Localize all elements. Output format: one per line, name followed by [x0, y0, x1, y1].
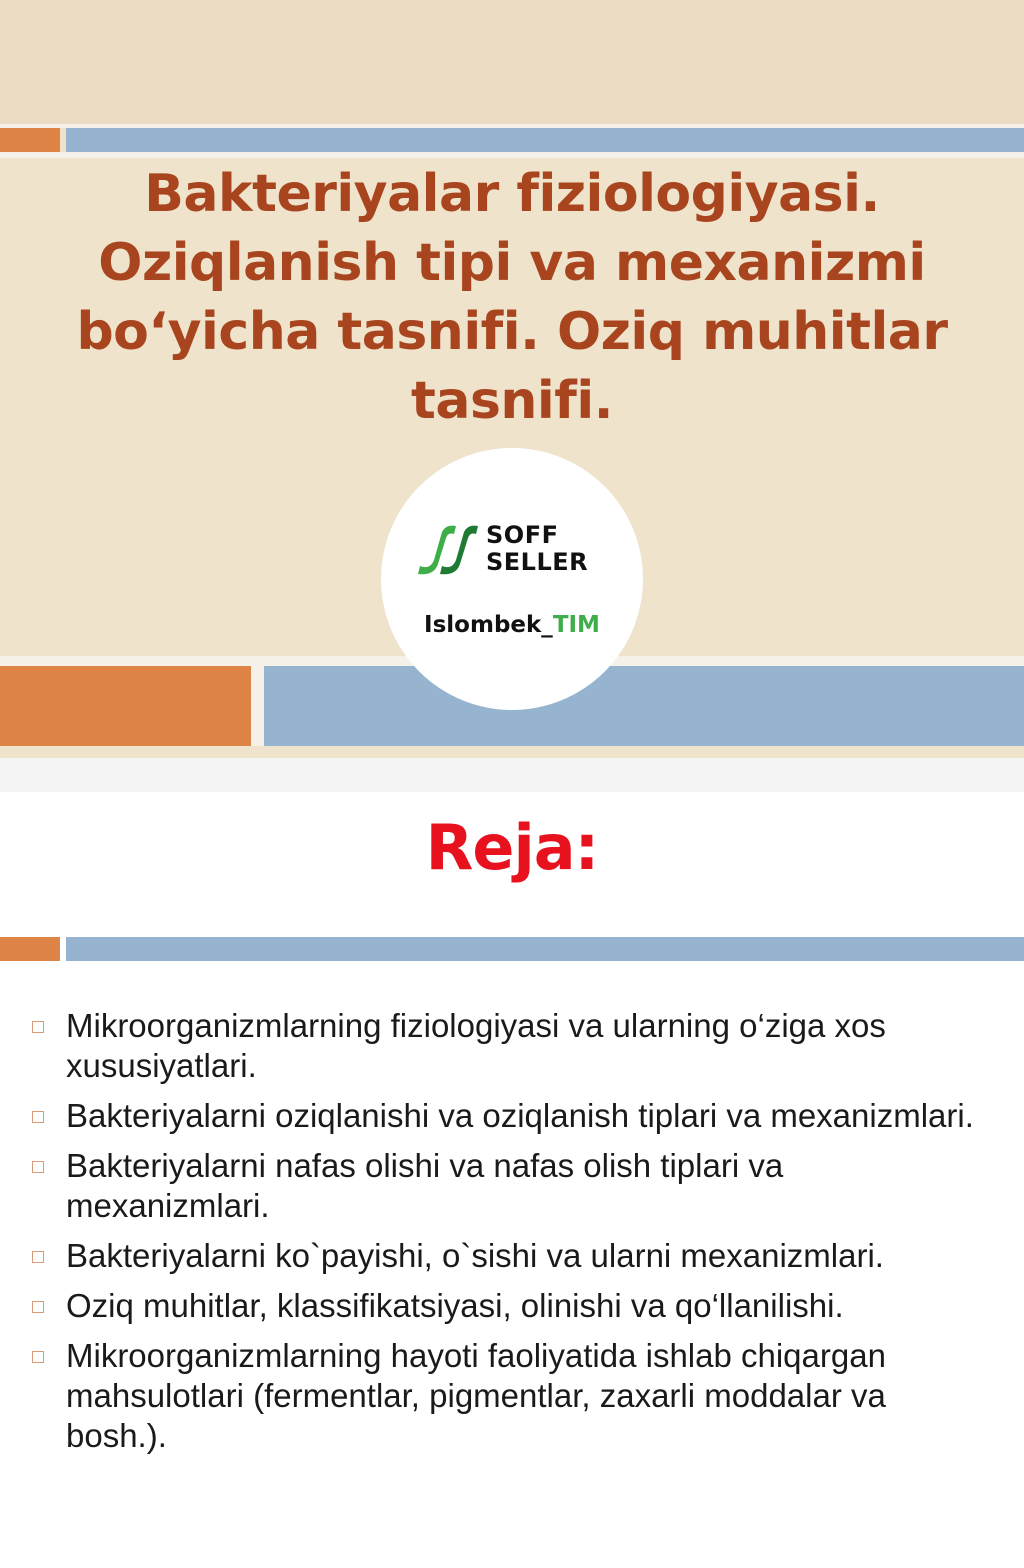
list-item-text: Bakteriyalarni ko`payishi, o`sishi va ularni mexanizmlari.: [66, 1237, 884, 1274]
username-suffix: TIM: [552, 612, 600, 638]
accent-bar-orange: [0, 937, 60, 961]
list-item-text: Bakteriyalarni nafas olishi va nafas olish tiplari va mexanizmlari.: [66, 1147, 784, 1224]
list-item-text: Oziq muhitlar, klassifikatsiyasi, olinishi va qo‘llanilishi.: [66, 1287, 844, 1324]
logo-wordmark: [486, 522, 588, 576]
watermark-logo: [381, 448, 643, 710]
soffseller-logo-icon: [416, 522, 478, 576]
accent-bar-orange: [0, 128, 60, 152]
list-item-text: Mikroorganizmlarning fiziologiyasi va ularning o‘ziga xos xususiyatlari.: [66, 1007, 886, 1084]
accent-bar-blue: [66, 128, 1024, 152]
logo-brand-line2: SELLER: [486, 548, 589, 576]
footer-block-orange: [0, 666, 251, 746]
bullet-square-icon: [32, 1161, 44, 1173]
list-item-text: Bakteriyalarni oziqlanishi va oziqlanish tiplari va mexanizmlari.: [66, 1097, 974, 1134]
plan-list: [30, 1006, 990, 1466]
bullet-square-icon: [32, 1021, 44, 1033]
title-slide: [0, 0, 1024, 758]
plan-heading: Reja:: [425, 811, 599, 884]
bullet-square-icon: [32, 1111, 44, 1123]
list-item: [30, 1336, 990, 1456]
accent-bar-blue: [66, 937, 1024, 961]
list-item-text: Mikroorganizmlarning hayoti faoliyatida ishlab chiqargan mahsulotlari (fermentlar, pigmentlar, zaxarli moddalar va bosh.).: [66, 1337, 886, 1454]
list-item: [30, 1006, 990, 1086]
slide-title: Bakteriyalar fiziologiyasi. Oziqlanish tipi va mexanizmi bo‘yicha tasnifi. Oziq muhitlar tasnifi.: [76, 164, 948, 431]
bullet-square-icon: [32, 1251, 44, 1263]
logo-brand-line1: SOFF: [486, 521, 559, 549]
bullet-square-icon: [32, 1301, 44, 1313]
footer-gap: [251, 666, 264, 746]
top-band: [0, 0, 1024, 124]
plan-slide: [0, 792, 1024, 1568]
bullet-square-icon: [32, 1351, 44, 1363]
footer-block-blue: [264, 666, 1024, 746]
divider-line: [0, 152, 1024, 158]
watermark-username: [381, 612, 643, 638]
list-item: [30, 1286, 990, 1326]
username-prefix: Islombek_: [424, 612, 553, 638]
list-item: [30, 1146, 990, 1226]
list-item: [30, 1096, 990, 1136]
list-item: [30, 1236, 990, 1276]
